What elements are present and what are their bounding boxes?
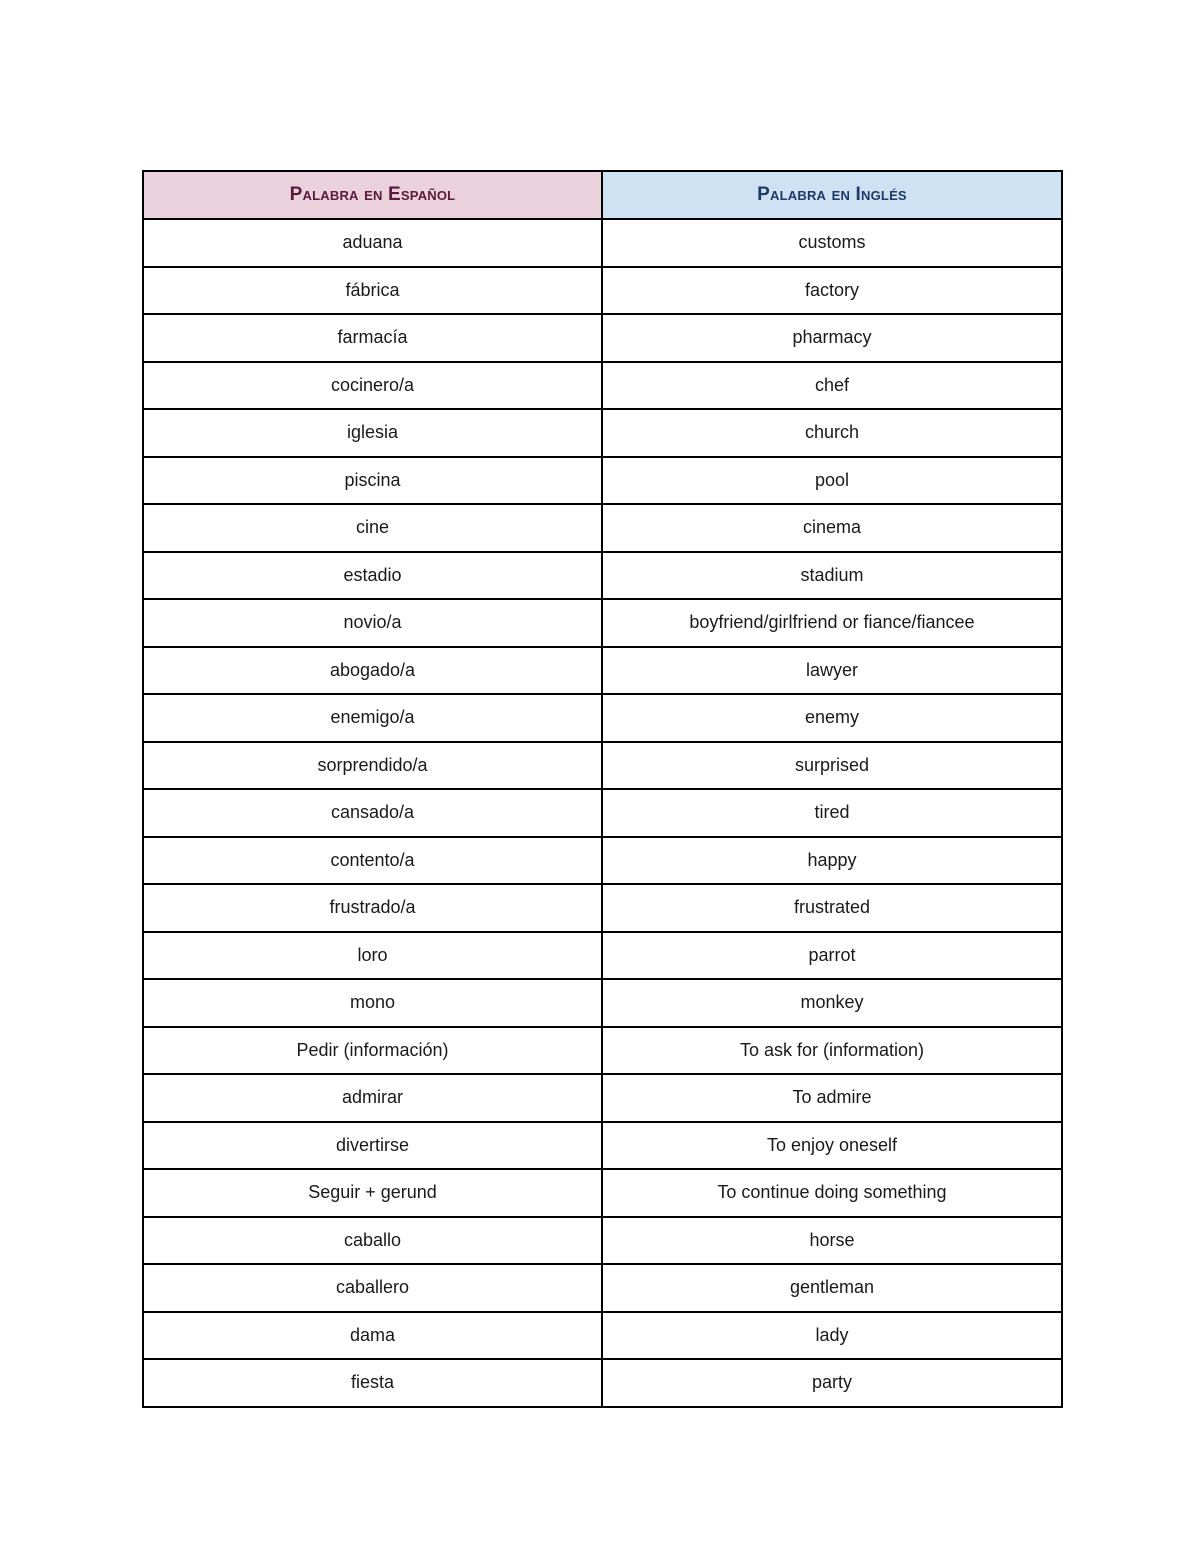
english-word-cell: To continue doing something: [602, 1169, 1062, 1217]
header-row: [143, 171, 1062, 219]
spanish-word-cell: Pedir (información): [143, 1027, 602, 1075]
table-body: [143, 219, 1062, 1407]
table-row: [143, 1359, 1062, 1407]
table-row: [143, 789, 1062, 837]
table-row: [143, 837, 1062, 885]
table-row: [143, 694, 1062, 742]
table-row: [143, 1217, 1062, 1265]
spanish-word-cell: cocinero/a: [143, 362, 602, 410]
table-row: [143, 647, 1062, 695]
spanish-word-cell: enemigo/a: [143, 694, 602, 742]
table-row: [143, 1074, 1062, 1122]
spanish-word-cell: sorprendido/a: [143, 742, 602, 790]
table-row: [143, 742, 1062, 790]
table-row: [143, 267, 1062, 315]
vocabulary-table: [142, 170, 1063, 1408]
english-word-cell: gentleman: [602, 1264, 1062, 1312]
spanish-word-cell: fábrica: [143, 267, 602, 315]
spanish-word-cell: loro: [143, 932, 602, 980]
table-row: [143, 457, 1062, 505]
spanish-word-cell: cine: [143, 504, 602, 552]
table-row: [143, 504, 1062, 552]
english-word-cell: pharmacy: [602, 314, 1062, 362]
spanish-word-cell: contento/a: [143, 837, 602, 885]
spanish-word-cell: aduana: [143, 219, 602, 267]
english-word-cell: parrot: [602, 932, 1062, 980]
english-word-cell: boyfriend/girlfriend or fiance/fiancee: [602, 599, 1062, 647]
english-word-cell: chef: [602, 362, 1062, 410]
english-word-cell: monkey: [602, 979, 1062, 1027]
english-word-cell: tired: [602, 789, 1062, 837]
english-word-cell: lady: [602, 1312, 1062, 1360]
spanish-word-cell: iglesia: [143, 409, 602, 457]
english-word-cell: To ask for (information): [602, 1027, 1062, 1075]
english-word-cell: cinema: [602, 504, 1062, 552]
spanish-word-cell: caballero: [143, 1264, 602, 1312]
spanish-word-cell: mono: [143, 979, 602, 1027]
table-header: [143, 171, 1062, 219]
table-row: [143, 219, 1062, 267]
english-word-cell: lawyer: [602, 647, 1062, 695]
table-row: [143, 1169, 1062, 1217]
spanish-word-cell: novio/a: [143, 599, 602, 647]
table-row: [143, 884, 1062, 932]
english-word-cell: pool: [602, 457, 1062, 505]
header-english-word: Palabra en Inglés: [602, 171, 1062, 219]
english-word-cell: surprised: [602, 742, 1062, 790]
table-row: [143, 599, 1062, 647]
spanish-word-cell: farmacía: [143, 314, 602, 362]
spanish-word-cell: abogado/a: [143, 647, 602, 695]
spanish-word-cell: dama: [143, 1312, 602, 1360]
spanish-word-cell: frustrado/a: [143, 884, 602, 932]
spanish-word-cell: caballo: [143, 1217, 602, 1265]
table-row: [143, 552, 1062, 600]
spanish-word-cell: cansado/a: [143, 789, 602, 837]
english-word-cell: frustrated: [602, 884, 1062, 932]
english-word-cell: To admire: [602, 1074, 1062, 1122]
spanish-word-cell: piscina: [143, 457, 602, 505]
spanish-word-cell: fiesta: [143, 1359, 602, 1407]
table-row: [143, 362, 1062, 410]
english-word-cell: happy: [602, 837, 1062, 885]
table-row: [143, 932, 1062, 980]
english-word-cell: customs: [602, 219, 1062, 267]
english-word-cell: stadium: [602, 552, 1062, 600]
spanish-word-cell: Seguir + gerund: [143, 1169, 602, 1217]
header-spanish-word: Palabra en Español: [143, 171, 602, 219]
table-row: [143, 1122, 1062, 1170]
table-row: [143, 314, 1062, 362]
spanish-word-cell: estadio: [143, 552, 602, 600]
table-row: [143, 1312, 1062, 1360]
english-word-cell: church: [602, 409, 1062, 457]
english-word-cell: horse: [602, 1217, 1062, 1265]
spanish-word-cell: admirar: [143, 1074, 602, 1122]
english-word-cell: To enjoy oneself: [602, 1122, 1062, 1170]
english-word-cell: party: [602, 1359, 1062, 1407]
table-row: [143, 1027, 1062, 1075]
spanish-word-cell: divertirse: [143, 1122, 602, 1170]
english-word-cell: factory: [602, 267, 1062, 315]
table-row: [143, 979, 1062, 1027]
table-row: [143, 409, 1062, 457]
english-word-cell: enemy: [602, 694, 1062, 742]
table-row: [143, 1264, 1062, 1312]
